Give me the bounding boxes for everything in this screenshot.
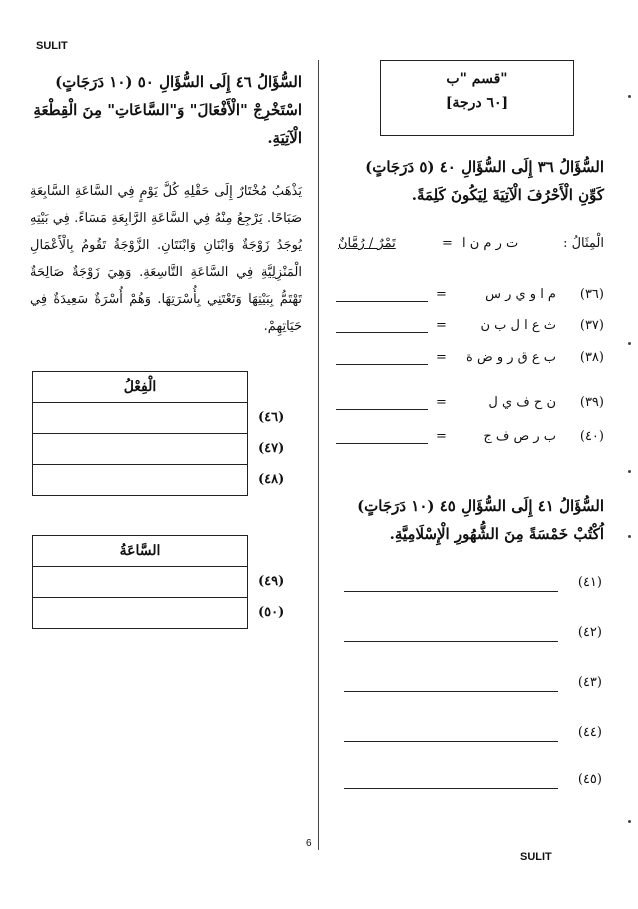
q46-50-instruction-1: اسْتَخْرِجْ "الْأَفْعَالَ" وَ"السَّاعَاتِ" مِنَ الْقِطْعَةِ [33,101,302,119]
answer-line-43[interactable] [344,691,558,692]
example-equals: = [442,236,453,251]
answer-line-39[interactable] [336,409,428,410]
sulit-header: SULIT [36,40,68,52]
time-table [32,535,248,629]
letters-37: ث ع ا ل ب ن [480,318,556,333]
section-title: قسم "ب" [446,71,508,87]
question-number-36: (٣٦) [579,287,604,302]
answer-cell-48[interactable] [33,465,248,496]
equals-sign: = [436,287,447,302]
question-number-40: (٤٠) [579,429,604,444]
example-answer: تَمْرٌ / رُمَّانٌ [338,236,396,251]
letters-40: ب ر ص ف ج [483,429,556,444]
margin-mark [628,95,631,98]
answer-line-40[interactable] [336,443,428,444]
section-b-box [380,60,574,136]
question-number-38: (٣٨) [579,350,604,365]
q46-50-instruction-2: الْآتِيَةِ. [267,129,302,147]
equals-sign: = [436,350,447,365]
reading-passage: يَذْهَبُ مُخْتَارٌ إِلَى حَقْلِهِ كُلَّ يَوْمٍ فِي السَّاعَةِ السَّابِعَةِ صَبَاحًا. يَرْجِعُ مِنْهُ فِي السَّاعَةِ الرَّابِعَةِ مَسَاءً. فِي بَيْتِهِ يُوجَدُ زَوْجَةٌ وَابْنَانِ وَابْنَتَانِ. الزَّوْجَةُ تَقُومُ بِالْأَعْمَالِ الْمَنْزِلِيَّةِ فِي السَّاعَةِ التَّاسِعَةِ. وَهِيَ زَوْجَةٌ صَالِحَةٌ تَهْتَمُّ بِبَيْتِهَا وَتَعْتَنِي بِأُسْرَتِهَا. وَهُمْ أُسْرَةٌ سَعِيدَةٌ فِي حَيَاتِهِمْ. [30,184,302,334]
question-number-43: (٤٣) [577,675,602,690]
equals-sign: = [436,395,447,410]
answer-line-45[interactable] [344,788,558,789]
row-number-46: (٤٦) [258,410,285,425]
column-divider [318,60,319,850]
row-number-49: (٤٩) [258,574,285,589]
q36-40-heading: السُّؤَالُ ٣٦ إِلَى السُّؤَالِ ٤٠ (٥ دَرَجَاتٍ) [365,158,604,176]
row-number-47: (٤٧) [258,441,285,456]
section-marks: [٦٠ درجة] [445,95,509,111]
question-number-39: (٣٩) [579,395,604,410]
letters-39: ن ح ف ي ل [488,395,556,410]
answer-line-41[interactable] [344,591,558,592]
answer-line-37[interactable] [336,332,428,333]
verb-table-header: الْفِعْلُ [33,372,248,403]
row-number-50: (٥٠) [258,605,285,620]
answer-line-38[interactable] [336,364,428,365]
equals-sign: = [436,429,447,444]
answer-line-44[interactable] [344,741,558,742]
equals-sign: = [436,318,447,333]
answer-cell-47[interactable] [33,434,248,465]
time-table-header: السَّاعَةُ [33,536,248,567]
question-number-45: (٤٥) [577,772,602,787]
answer-line-42[interactable] [344,641,558,642]
q46-50-heading: السُّؤَالُ ٤٦ إِلَى السُّؤَالِ ٥٠ (١٠ دَرَجَاتٍ) [55,73,302,91]
q41-45-heading: السُّؤَالُ ٤١ إِلَى السُّؤَالِ ٤٥ (١٠ دَرَجَاتٍ) [357,497,604,515]
answer-line-36[interactable] [336,301,428,302]
margin-mark [628,535,631,538]
q41-45-instruction: اُكْتُبْ خَمْسَةً مِنَ الشُّهُورِ الْإِسْلَامِيَّةِ. [389,525,604,543]
example-label: الْمِثَالُ : [563,236,604,251]
letters-36: م ا و ي ر س [485,287,556,302]
row-number-48: (٤٨) [258,472,285,487]
answer-cell-50[interactable] [33,598,248,629]
verb-table [32,371,248,496]
margin-mark [628,820,631,823]
example-letters: ت ر م ن ا [462,236,519,251]
question-number-42: (٤٢) [577,625,602,640]
answer-cell-46[interactable] [33,403,248,434]
page-number: 6 [306,838,312,849]
question-number-41: (٤١) [577,575,602,590]
margin-mark [628,470,631,473]
sulit-footer: SULIT [520,851,552,863]
question-number-37: (٣٧) [579,318,604,333]
question-number-44: (٤٤) [577,725,602,740]
letters-38: ب ع ق ر و ض ة [466,350,556,365]
answer-cell-49[interactable] [33,567,248,598]
margin-mark [628,342,631,345]
q36-40-instruction: كَوِّنِ الْأَحْرُفَ الْآتِيَةَ لِيَكُونَ كَلِمَةً. [411,186,604,204]
